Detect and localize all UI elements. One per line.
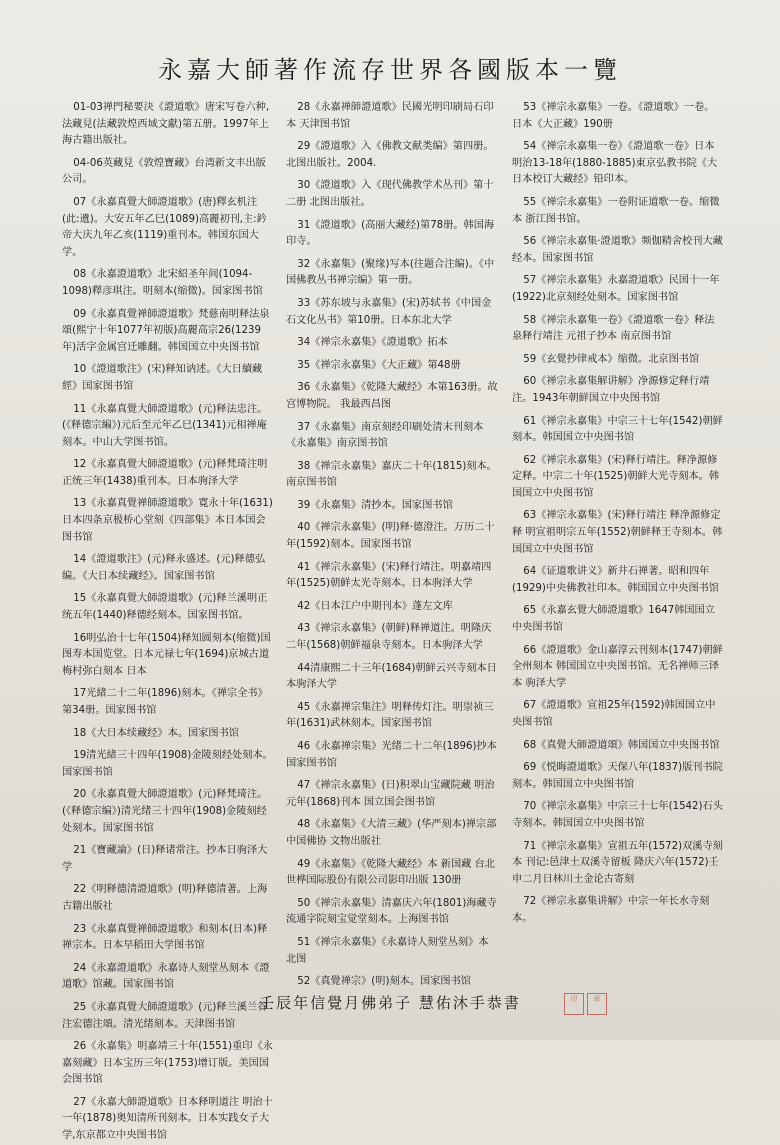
- edition-entry: 64《证道歌讲义》新井石禅著。昭和四年(1929)中央佛教社印本。韩国国立中央图书馆: [512, 566, 720, 594]
- edition-entry: 31《證道歌》(高丽大藏经)第78册。韩国海印寺。: [286, 219, 495, 248]
- edition-entry: 39《永嘉集》清抄本。国家图书馆: [297, 499, 453, 511]
- edition-entry: 19清光緒三十四年(1908)金陵刻经处刻本。国家图书馆: [62, 750, 273, 778]
- edition-entry: 22《明释德清證道歌》(明)释德清著。上海古籍出版社: [62, 884, 268, 912]
- edition-entry: 67《證道歌》宣祖25年(1592)韩国国立中央图书馆: [512, 700, 716, 728]
- edition-entry: 43《禅宗永嘉集》(朝鲜)释禅道注。明隆庆二年(1568)朝鲜福泉寺刻本。日本驹泽大学: [286, 623, 492, 652]
- edition-entry: 55《禅宗永嘉集》一卷附证道歌一卷。缩微本 浙江图书馆。: [512, 196, 720, 225]
- edition-entry: 65《永嘉玄覺大師證道歌》1647韩国国立中央图书馆: [512, 605, 715, 634]
- edition-entry: 34《禅宗永嘉集》《證道歌》拓本: [297, 337, 448, 349]
- edition-entry: 71《禅宗永嘉集》宣祖五年(1572)双溪寺刻本 刊记:邑津土双溪寺留板 隆庆六年(1572)壬申二月日林川土金论古寄刻: [512, 840, 723, 885]
- edition-entry: 37《永嘉集》南京刻经印刷处清末刊刻本《永嘉集》南京图书馆: [286, 421, 484, 450]
- edition-entry: 18《大日本续藏经》本。国家图书馆: [73, 727, 239, 739]
- edition-entry: 66《證道歌》金山嘉淳云刊刻本(1747)朝鲜全州刻本 韩国国立中央图书馆。无名禅师三译本 驹泽大学: [512, 644, 723, 689]
- edition-entry: 60《禅宗永嘉集解讲解》净源修定释行靖注。1943年朝鲜国立中央图书馆: [512, 376, 710, 404]
- edition-entry: 52《真覺禅宗》(明)刻本。国家图书馆: [297, 976, 471, 988]
- edition-entry: 63《禅宗永嘉集》(宋)释行靖注 释净源修定释 明宣祖明宗五年(1552)朝鲜释王寺刻本。韩国国立中央图书馆: [512, 510, 723, 555]
- edition-entry: 29《證道歌》入《佛教文献类编》第四册。北图出版社。2004.: [286, 141, 494, 169]
- red-seal-stamp: 印: [564, 993, 584, 1015]
- edition-entry: 13《永嘉真覺禅師證道歌》寛永十年(1631)日本四条京极桥心堂刻《四部集》本日本国会图书馆: [62, 498, 273, 543]
- edition-entry: 68《真覺大師證道頌》韩国国立中央图书馆: [523, 739, 720, 751]
- document-title: 永嘉大師著作流存世界各國版本一覽: [158, 56, 622, 84]
- edition-entry: 49《永嘉集》《乾隆大藏经》本 新国藏 台北世桦国际股份有限公司影印出版 130册: [286, 858, 495, 887]
- edition-entry: 50《禅宗永嘉集》清嘉庆六年(1801)海藏寺流通字院刻宝觉堂刻本。上海图书馆: [286, 897, 497, 926]
- edition-entry: 04-06英藏見《敦煌寶藏》台湾新文丰出版公司。: [62, 157, 266, 186]
- edition-entry: 40《禅宗永嘉集》(明)释·德澄注。万历二十年(1592)刻本。国家图书馆: [286, 522, 495, 551]
- column-right: [512, 100, 724, 934]
- edition-entry: 53《禅宗永嘉集》一卷。《證道歌》一卷。日本《大正藏》190册: [512, 102, 715, 130]
- edition-entry: 57《禅宗永嘉集》永嘉證道歌》民国十一年(1922)北京刻经处刻本。国家图书馆: [512, 275, 720, 303]
- edition-entry: 51《禅宗永嘉集》《永嘉诗人刻堂丛刻》本 北图: [286, 936, 489, 965]
- edition-entry: 12《永嘉真覺大師證道歌》(元)释梵琦注明正统三年(1438)重刊本。日本驹泽大学: [62, 459, 268, 487]
- red-seal-stamp: 章: [587, 993, 607, 1015]
- edition-entry: 69《悦晦證道歌》天保八年(1837)版刊书院刻本。韩国国立中央图书馆: [512, 762, 723, 790]
- edition-entry: 54《禅宗永嘉集一卷》《證道歌一卷》日本明治13-18年(1880-1885)東京弘教书院《大日本校订大藏经》铅印本。: [512, 141, 718, 186]
- edition-entry: 24《永嘉證道歌》永嘉诗人刻堂丛刻本《證道歌》馆藏。国家图书馆: [62, 962, 270, 991]
- edition-entry: 11《永嘉真覺大師證道歌》(元)释法忠注。(《释德宗編》)元后至元年乙巳(1341)元相禅庵刻本。中山大学图书馆。: [62, 403, 268, 448]
- edition-entry: 46《永嘉禅宗集》光绪二十二年(1896)抄本 国家图书馆: [286, 741, 497, 769]
- signature-line: 壬辰年信覺月佛弟子 慧佑沐手恭書: [259, 994, 521, 1012]
- edition-entry: 42《日本江户中期刊本》蓬左文库: [297, 600, 453, 612]
- edition-entry: 10《證道歌注》(宋)释知讷述。《大日續藏經》国家图书馆: [62, 364, 263, 392]
- edition-entry: 62《禅宗永嘉集》(宋)释行靖注。释净源修定释。中宗二十年(1525)朝鲜大光寺刻本。韩国国立中央图书馆: [512, 454, 720, 499]
- edition-entry: 14《證道歌注》(元)释永盛述。(元)释德弘编。《大日本续藏经》。国家图书馆: [62, 554, 266, 582]
- edition-entry: 30《證道歌》入《现代佛教学术丛刊》第十二册 北图出版社。: [286, 180, 494, 208]
- edition-entry: 25《永嘉真覺大師證道歌》(元)释兰溪兰谷注宏德注頌。清光绪刻本。天津图书馆: [62, 1001, 268, 1030]
- edition-entry: 72《禅宗永嘉集讲解》中宗一年长水寺刻本。: [512, 896, 710, 924]
- edition-entry: 59《玄覺抄律戒本》缩微。北京图书馆: [523, 353, 700, 365]
- edition-entry: 08《永嘉證道歌》北宋紹圣年间(1094-1098)釋彦琪注。明刻本(缩微)。国家图书馆: [62, 269, 263, 297]
- edition-entry: 48《永嘉集》《大清三藏》(华严刻本)禅宗部 中国佛协 文物出版社: [286, 819, 497, 847]
- edition-entry: 44清康熙二十三年(1684)朝鲜云兴寺刻本日本驹泽大学: [286, 662, 497, 691]
- column-middle: [286, 100, 500, 991]
- edition-entry: 21《寶藏論》(日)释诸常注。抄本日驹泽大学: [62, 845, 268, 873]
- edition-entry: 20《永嘉真覺大師證道歌》(元)释梵琦注。(《释德宗编》)清光绪三十四年(1908)金陵刻经处刻本。国家图书馆: [62, 789, 268, 834]
- edition-entry: 38《禅宗永嘉集》嘉庆二十年(1815)刻本。南京图书馆: [286, 460, 497, 489]
- edition-entry: 17光緒二十二年(1896)刻本。《禅宗全书》第34册。国家图书馆: [62, 688, 268, 716]
- column-left: [62, 100, 274, 1145]
- edition-entry: 09《永嘉真覺禅師證道歌》梵慈南明释法泉頌(熙宁十年1077年初版)高麗高宗26(1239年)活字金属宫迁雕翻。韩国国立中央图书馆: [62, 308, 270, 353]
- edition-entry: 61《禅宗永嘉集》中宗三十七年(1542)朝鲜刻本。韩国国立中央图书馆: [512, 415, 723, 444]
- edition-entry: 70《禅宗永嘉集》中宗三十七年(1542)石头寺刻本。韩国国立中央图书馆: [512, 801, 723, 829]
- edition-entry: 16明弘治十七年(1504)释知圆刻本(缩微)国图寿本国览堂。日本元禄七年(1694)京城古道梅村弥白刻本 日本: [62, 632, 271, 677]
- edition-entry: 41《禅宗永嘉集》(宋)释行靖注。明嘉靖四年(1525)朝鲜太光寺刻本。日本驹泽大学: [286, 561, 492, 590]
- edition-entry: 45《永嘉禅宗集注》明释传灯注。明崇祯三年(1631)武林刻本。国家图书馆: [286, 701, 494, 730]
- edition-entry: 35《禅宗永嘉集》《大正藏》第48册: [297, 359, 461, 371]
- edition-entry: 28《永嘉禅師證道歌》民國光明印刷局石印本 天津图书馆: [286, 102, 494, 130]
- edition-entry: 56《禅宗永嘉集·證道歌》频伽精舍校刊大藏经本。国家图书馆: [512, 236, 723, 264]
- edition-entry: 27《永嘉大師證道歌》日本释明道注 明治十一年(1878)奥知清所刊刻本。日本实践女子大学,东京都立中央图书馆: [62, 1096, 273, 1142]
- edition-entry: 32《永嘉集》(聚缘)写本(往题合注编)。《中国佛教丛书禅宗编》第一册。: [286, 258, 495, 287]
- edition-entry: 26《永嘉集》明嘉靖三十年(1551)重印《永嘉刻藏》日本宝历三年(1753)增订版。美国国会图书馆: [62, 1041, 273, 1086]
- edition-entry: 58《禅宗永嘉集一卷》《證道歌一卷》释法泉释行靖注 元祖子抄本 南京图书馆: [512, 314, 715, 343]
- edition-entry: 47《禅宗永嘉集》(日)积翠山宝藏院藏 明治元年(1868)刊本 国立国会图书馆: [286, 780, 495, 808]
- edition-entry: 33《苏东坡与永嘉集》(宋)苏轼书《中国金石文化丛书》第10册。日本东北大学: [286, 297, 492, 326]
- edition-entry: 07《永嘉真覺大師證道歌》(唐)釋玄机注(此:遺)。大安五年乙巳(1089)高麗初刊,主:鈐帝大庆九年乙亥(1119)重刊本。韩国东国大学。: [62, 196, 267, 258]
- edition-entry: 15《永嘉真覺大師證道歌》(元)释兰溪明正统五年(1440)释德经刻本。国家图书馆。: [62, 593, 268, 622]
- edition-entry: 01-03禅門秘要決《證道歌》唐宋写卷六种,法藏見(法藏敦煌西域文獻)第五册。1997年上海古籍出版社。: [62, 102, 270, 147]
- edition-entry: 36《永嘉集》《乾隆大藏经》本第163册。故宫博物院。 我最西昌图: [286, 382, 498, 410]
- edition-entry: 23《永嘉真覺禅師證道歌》和刻本(日本)释禅宗本。日本早稻田大学图书馆: [62, 923, 268, 952]
